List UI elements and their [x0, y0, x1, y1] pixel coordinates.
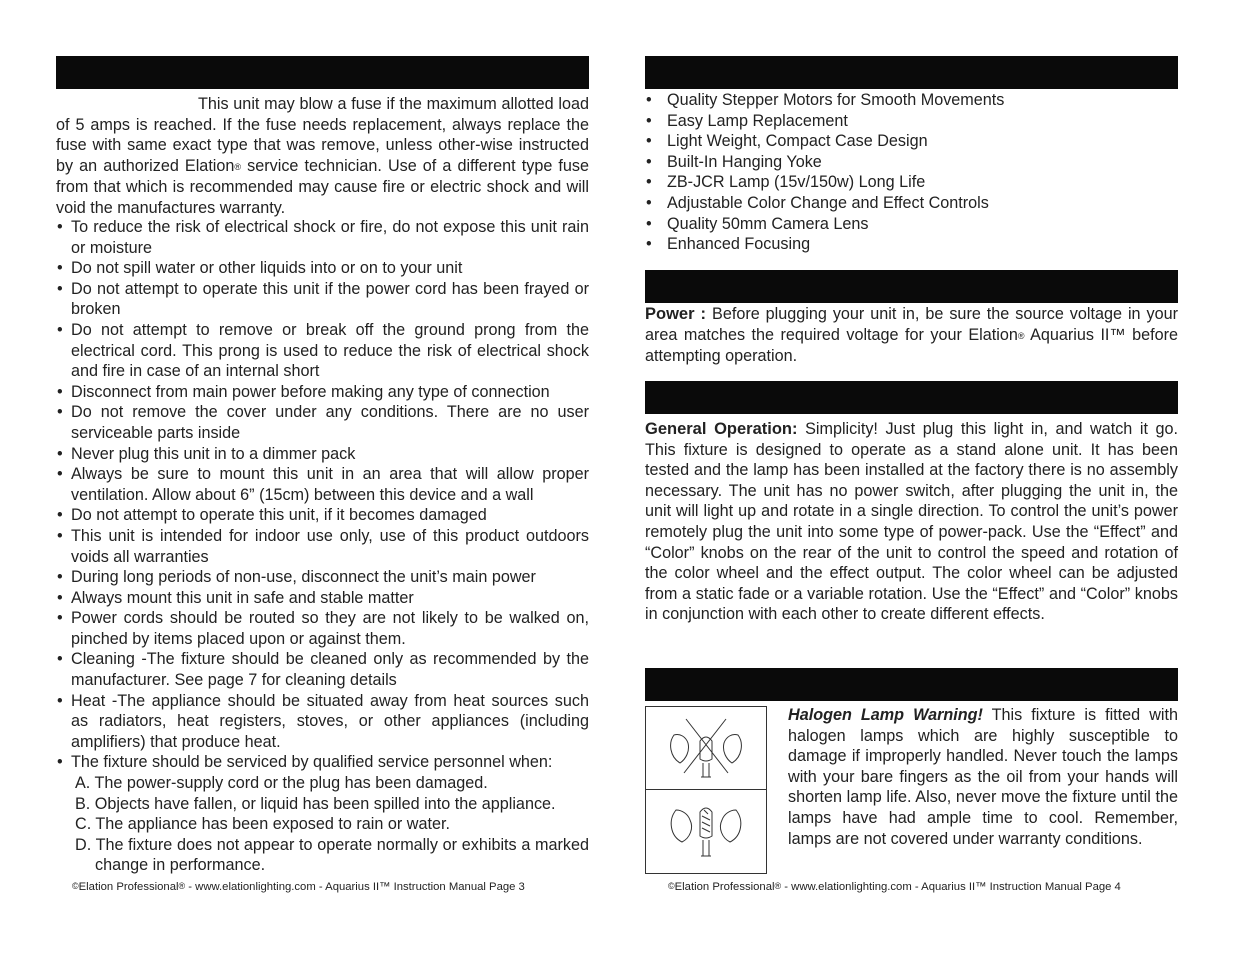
fuse-warning-paragraph [56, 94, 589, 219]
list-item: • Do not attempt to operate this unit, if it becomes damaged [56, 505, 589, 526]
lamp-wrapped-icon [646, 790, 766, 872]
lamp-protected-figure [646, 790, 766, 872]
operation-paragraph [645, 419, 1178, 625]
list-item: • Easy Lamp Replacement [645, 111, 1178, 132]
list-item: • Quality 50mm Camera Lens [645, 214, 1178, 235]
section-header-bar-operation [645, 381, 1178, 414]
lamp-warning-paragraph [788, 705, 1178, 849]
list-item: • Always be sure to mount this unit in an area that will allow proper ventilation. Allow about 6” (15cm) between this device and a wall [56, 464, 589, 505]
list-item: • During long periods of non-use, disconnect the unit’s main power [56, 567, 589, 588]
lamp-warning-label: Halogen Lamp Warning! [788, 706, 983, 724]
footer-text: - www.elationlighting.com - Aquarius II™ Instruction Manual Page 4 [781, 881, 1121, 893]
list-item: • Power cords should be routed so they are not likely to be walked on, pinched by items placed upon or against them. [56, 608, 589, 649]
list-item: • Heat -The appliance should be situated away from heat sources such as radiators, heat registers, stoves, or other appliances (including amplifiers) that produce heat. [56, 691, 589, 753]
lamp-warning-text: This fixture is fitted with halogen lamps which are highly susceptible to damage if improperly handled. Never touch the lamps with your bare fingers as the oil from your hands will shorten lamp life. Also, never move the fixture until the lamps have had ample time to cool. Remember, lamps are not covered under warranty conditions. [788, 706, 1178, 848]
power-paragraph [645, 304, 1178, 367]
list-item: • Do not attempt to remove or break off the ground prong from the electrical cord. This prong is used to reduce the risk of electrical shock and fire in case of an internal short [56, 320, 589, 382]
fuse-warning-text: This unit may blow a fuse if the maximum allotted load of 5 amps is reached. If the fuse needs replacement, always replace the fuse with same exact type that was remove, unless other-wise instructed by an authorized Elation [56, 95, 589, 175]
list-item: • To reduce the risk of electrical shock or fire, do not expose this unit rain or moisture [56, 217, 589, 258]
footer-page-3 [72, 881, 525, 893]
footer-brand: Elation Professional [78, 881, 179, 893]
list-item: • Do not attempt to operate this unit if the power cord has been frayed or broken [56, 279, 589, 320]
operation-text: Simplicity! Just plug this light in, and watch it go. This fixture is designed to operate as a stand alone unit. It has been tested and the lamp has been installed at the factory there is no assembly necessary. The unit has no power switch, after plugging the unit in, the unit will light up and rotate in a single direction. To control the unit’s power remotely plug the unit into some type of power-pack. Use the “Effect” and “Color” knobs on the rear of the unit to control the speed and rotation of the color wheel and the effect output. The color wheel can be adjusted from a static fade or a variable rotation. Use the “Effect” and “Color” knobs in conjunction with each other to create different effects. [645, 420, 1179, 624]
copyright-mark: © [72, 881, 79, 892]
footer-page-4 [668, 881, 1121, 893]
registered-mark: ® [774, 881, 782, 892]
service-conditions-list [71, 773, 589, 876]
list-item: • Never plug this unit in to a dimmer pack [56, 444, 589, 465]
registered-mark: ® [1017, 330, 1025, 341]
lamp-no-touch-figure [646, 707, 766, 790]
power-label: Power : [645, 305, 707, 323]
list-item: • Light Weight, Compact Case Design [645, 131, 1178, 152]
list-item: • Enhanced Focusing [645, 234, 1178, 255]
list-item: C. The appliance has been exposed to rain or water. [75, 815, 450, 834]
list-item: • Adjustable Color Change and Effect Controls [645, 193, 1178, 214]
list-item-service [56, 752, 589, 876]
list-item: • Always mount this unit in safe and stable matter [56, 588, 589, 609]
list-item: • Quality Stepper Motors for Smooth Movements [645, 90, 1178, 111]
section-header-bar-lamp [645, 668, 1178, 701]
list-item: • Do not spill water or other liquids into or on to your unit [56, 258, 589, 279]
list-item: D. The fixture does not appear to operate normally or exhibits a marked change in performance. [75, 835, 589, 875]
registered-mark: ® [178, 881, 186, 892]
registered-mark: ® [234, 161, 242, 172]
section-header-bar-setup [645, 270, 1178, 303]
list-item: • Built-In Hanging Yoke [645, 152, 1178, 173]
list-item: • ZB-JCR Lamp (15v/150w) Long Life [645, 172, 1178, 193]
lamp-bare-hands-icon [646, 707, 766, 789]
fuse-warning-text-cont: service technician. Use of a different type fuse from that which is recommended may cause fire or electric shock and will void the manufactures warranty. [56, 156, 589, 218]
safety-rules-list [56, 217, 589, 876]
lamp-handling-illustration [645, 706, 767, 874]
features-list [645, 90, 1178, 255]
list-item: • This unit is intended for indoor use only, use of this product outdoors voids all warranties [56, 526, 589, 567]
service-intro: The fixture should be serviced by qualified service personnel when: [71, 753, 553, 772]
power-text-cont: Aquarius II™ before attempting operation. [645, 325, 1178, 366]
list-item: B. Objects have fallen, or liquid has been spilled into the appliance. [75, 794, 556, 813]
list-item: • Cleaning -The fixture should be cleaned only as recommended by the manufacturer. See page 7 for cleaning details [56, 649, 589, 690]
footer-text: - www.elationlighting.com - Aquarius II™ Instruction Manual Page 3 [185, 881, 525, 893]
section-header-bar-safety [56, 56, 589, 89]
list-item: • Disconnect from main power before making any type of connection [56, 382, 589, 403]
footer-brand: Elation Professional [674, 881, 775, 893]
power-text: Before plugging your unit in, be sure the source voltage in your area matches the required voltage for your Elation [645, 305, 1178, 344]
operation-label: General Operation: [645, 420, 798, 438]
copyright-mark: © [668, 881, 675, 892]
list-item: A. The power-supply cord or the plug has been damaged. [75, 774, 488, 793]
section-header-bar-features [645, 56, 1178, 89]
list-item: • Do not remove the cover under any conditions. There are no user serviceable parts inside [56, 402, 589, 443]
